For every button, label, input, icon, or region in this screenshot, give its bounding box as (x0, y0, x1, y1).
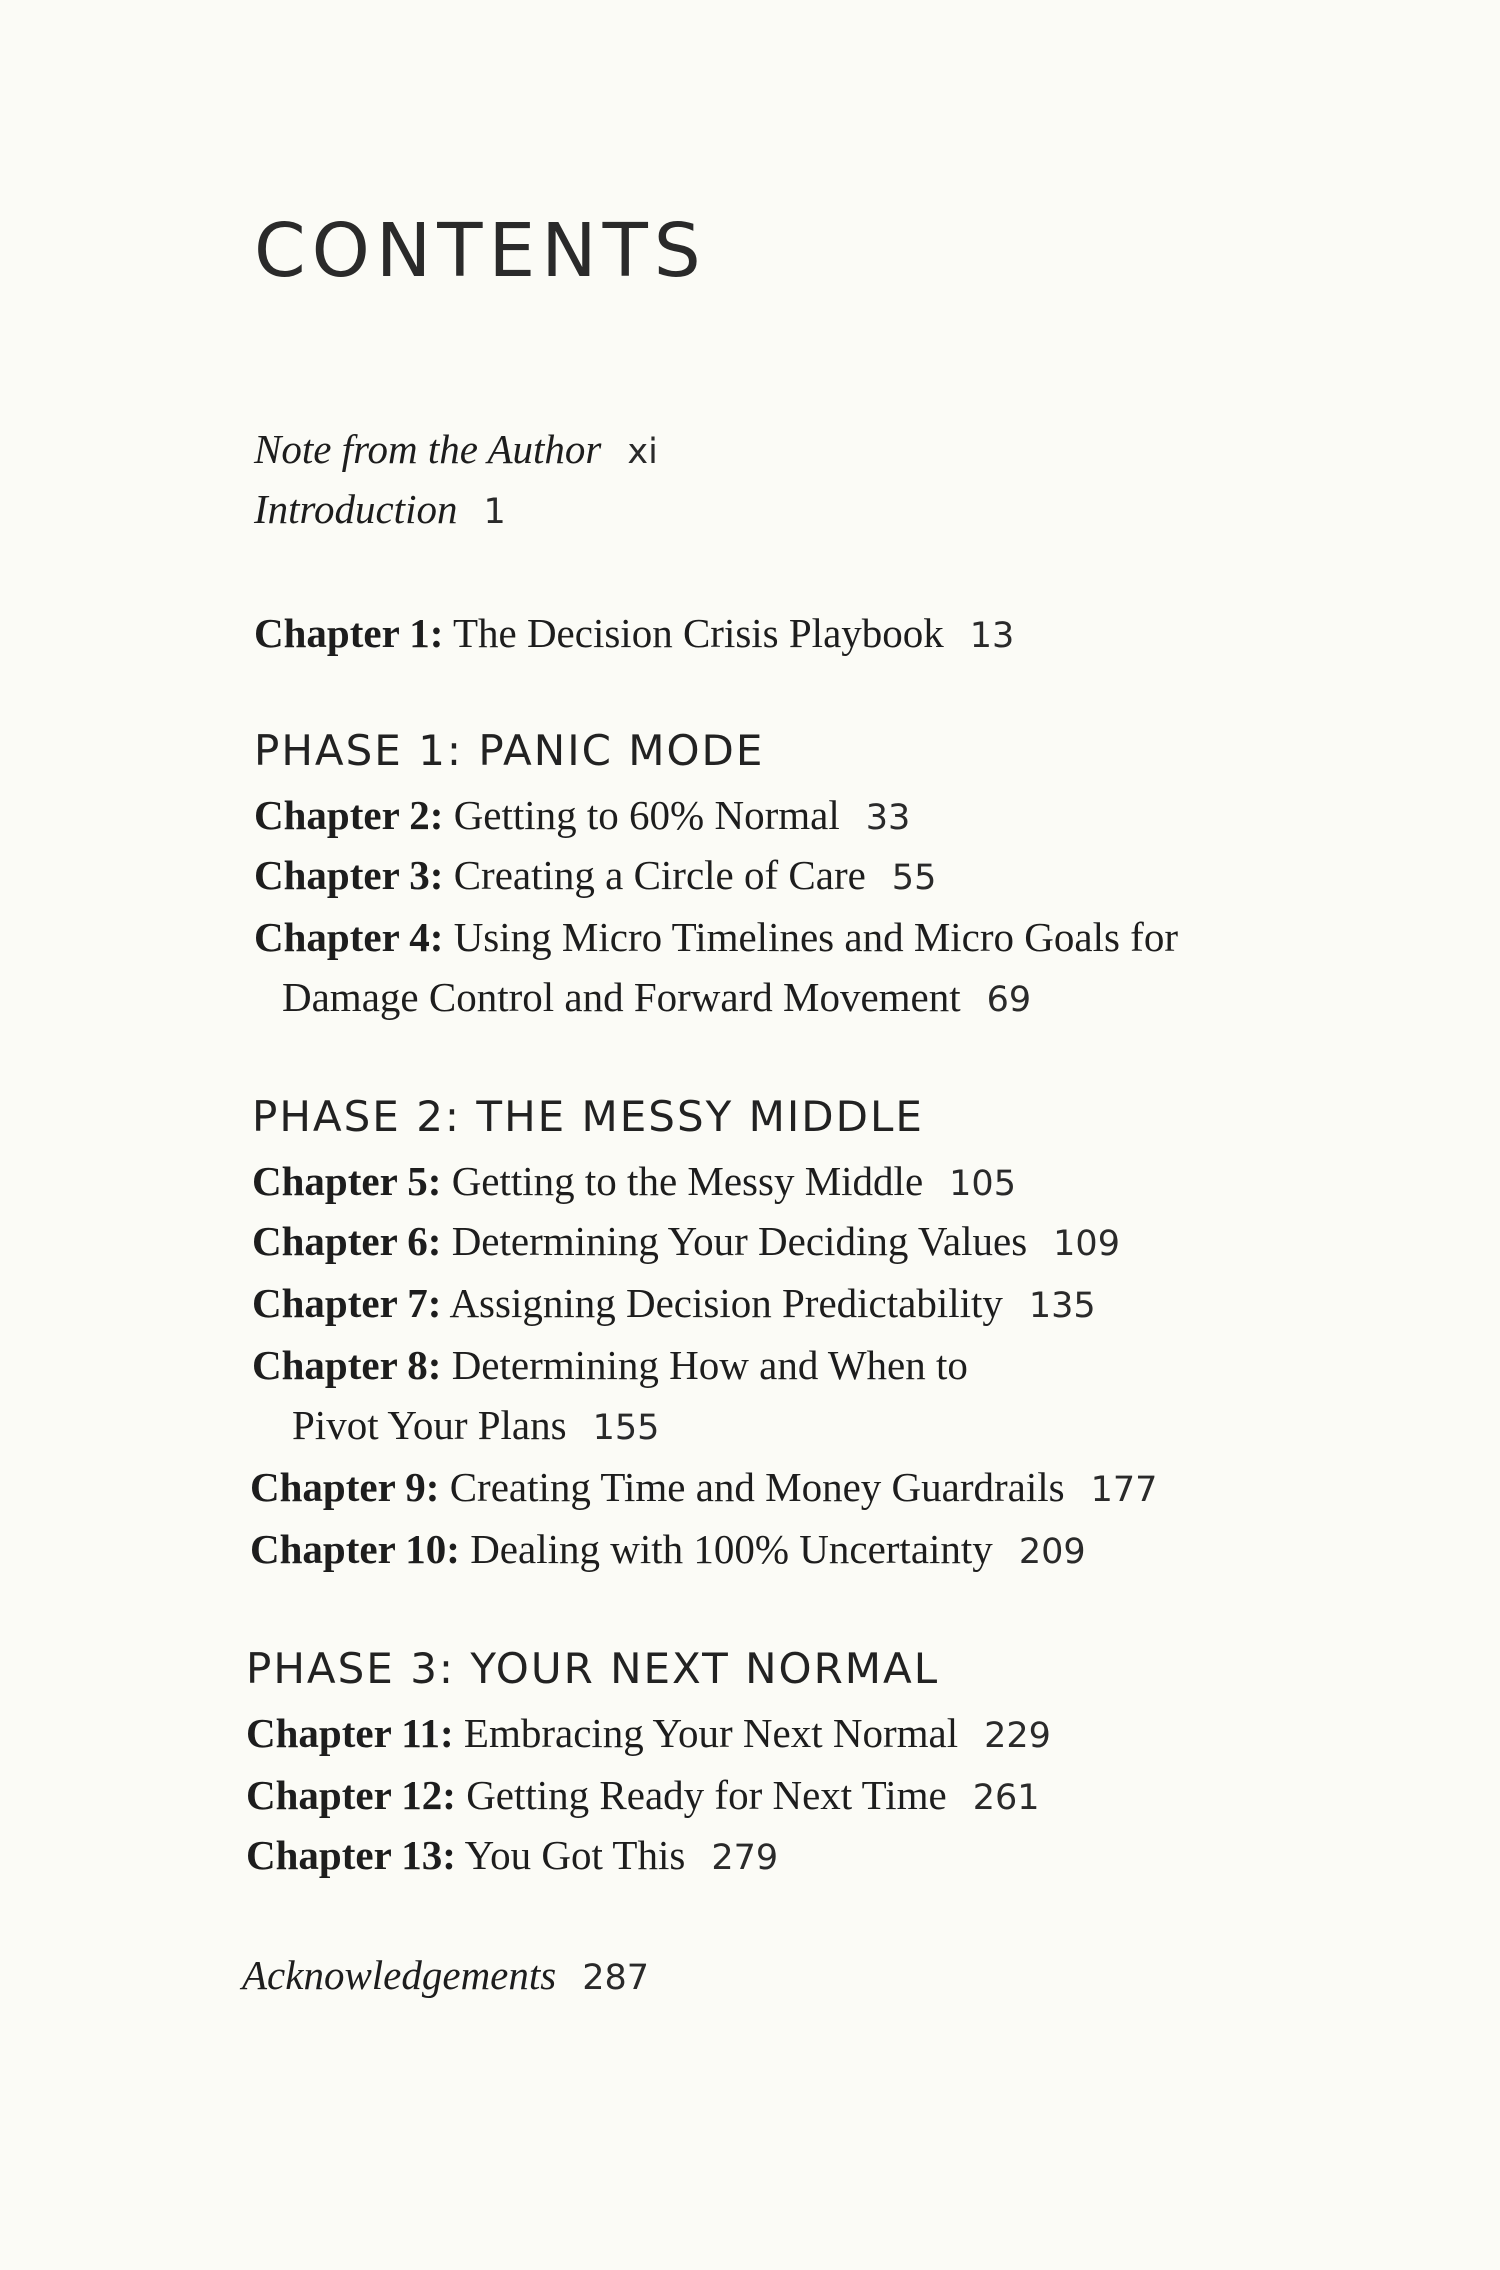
chapter-label: Chapter 6: (252, 1218, 442, 1264)
toc-entry-chapter-5[interactable] (252, 1156, 1016, 1209)
toc-entry-chapter-10[interactable] (250, 1524, 1086, 1577)
chapter-label: Chapter 12: (246, 1772, 456, 1818)
chapter-label: Chapter 10: (250, 1526, 460, 1572)
entry-title: Getting to 60% Normal (453, 792, 840, 838)
toc-entry-chapter-7[interactable] (252, 1278, 1096, 1331)
entry-page: 287 (582, 1958, 650, 1998)
entry-title-continued: Pivot Your Plans (292, 1402, 567, 1448)
phase-heading-2: PHASE 2: THE MESSY MIDDLE (252, 1092, 924, 1141)
toc-entry-chapter-11[interactable] (246, 1708, 1051, 1761)
entry-page: 33 (865, 798, 911, 838)
toc-entry-chapter-8-continued[interactable] (292, 1400, 659, 1453)
chapter-label: Chapter 9: (250, 1464, 440, 1510)
entry-page: 13 (969, 616, 1015, 656)
entry-page: 279 (711, 1838, 779, 1878)
phase-heading-1: PHASE 1: PANIC MODE (254, 726, 765, 775)
entry-title: Creating Time and Money Guardrails (449, 1464, 1065, 1510)
toc-entry-chapter-2[interactable] (254, 790, 910, 843)
entry-title: You Got This (464, 1832, 686, 1878)
entry-title: Dealing with 100% Uncertainty (470, 1526, 993, 1572)
entry-page: 229 (984, 1716, 1051, 1756)
entry-title: Creating a Circle of Care (453, 852, 866, 898)
entry-title: The Decision Crisis Playbook (452, 610, 944, 656)
toc-entry-chapter-1[interactable] (254, 608, 1014, 661)
entry-title: Determining How and When to (451, 1342, 968, 1388)
chapter-label: Chapter 4: (254, 914, 444, 960)
chapter-label: Chapter 2: (254, 792, 444, 838)
toc-entry-chapter-3[interactable] (254, 850, 936, 903)
toc-entry-note-from-author[interactable] (254, 424, 658, 477)
chapter-label: Chapter 8: (252, 1342, 442, 1388)
entry-title: Assigning Decision Predictability (449, 1280, 1003, 1326)
entry-title: Acknowledgements (242, 1952, 557, 1998)
page-title: CONTENTS (254, 208, 707, 294)
entry-title: Determining Your Deciding Values (451, 1218, 1028, 1264)
entry-title: Introduction (254, 486, 458, 532)
toc-entry-chapter-6[interactable] (252, 1216, 1120, 1269)
chapter-label: Chapter 5: (252, 1158, 442, 1204)
chapter-label: Chapter 7: (252, 1280, 442, 1326)
toc-entry-chapter-4-continued[interactable] (282, 972, 1031, 1025)
toc-entry-chapter-13[interactable] (246, 1830, 778, 1883)
toc-entry-chapter-8[interactable] (252, 1340, 968, 1390)
entry-page: 135 (1028, 1286, 1096, 1326)
toc-entry-chapter-12[interactable] (246, 1770, 1040, 1823)
toc-entry-chapter-4[interactable] (254, 912, 1178, 962)
phase-heading-3: PHASE 3: YOUR NEXT NORMAL (246, 1644, 940, 1693)
entry-title: Using Micro Timelines and Micro Goals for (453, 914, 1178, 960)
entry-page: 55 (891, 858, 937, 898)
toc-entry-introduction[interactable] (254, 484, 506, 537)
entry-page: 69 (986, 980, 1032, 1020)
entry-page: 261 (972, 1778, 1040, 1818)
entry-page: 177 (1090, 1470, 1158, 1510)
entry-title: Getting Ready for Next Time (466, 1772, 947, 1818)
entry-page: xi (627, 432, 658, 472)
entry-page: 1 (483, 492, 506, 532)
chapter-label: Chapter 1: (254, 610, 444, 656)
entry-title: Note from the Author (254, 426, 602, 472)
chapter-label: Chapter 11: (246, 1710, 454, 1756)
entry-page: 155 (592, 1408, 660, 1448)
entry-page: 109 (1053, 1224, 1120, 1264)
entry-title-continued: Damage Control and Forward Movement (282, 974, 961, 1020)
entry-title: Getting to the Messy Middle (451, 1158, 924, 1204)
entry-page: 105 (949, 1164, 1016, 1204)
toc-entry-acknowledgements[interactable] (242, 1950, 649, 2003)
chapter-label: Chapter 13: (246, 1832, 456, 1878)
chapter-label: Chapter 3: (254, 852, 444, 898)
entry-page: 209 (1018, 1532, 1086, 1572)
toc-entry-chapter-9[interactable] (250, 1462, 1157, 1515)
entry-title: Embracing Your Next Normal (463, 1710, 959, 1756)
